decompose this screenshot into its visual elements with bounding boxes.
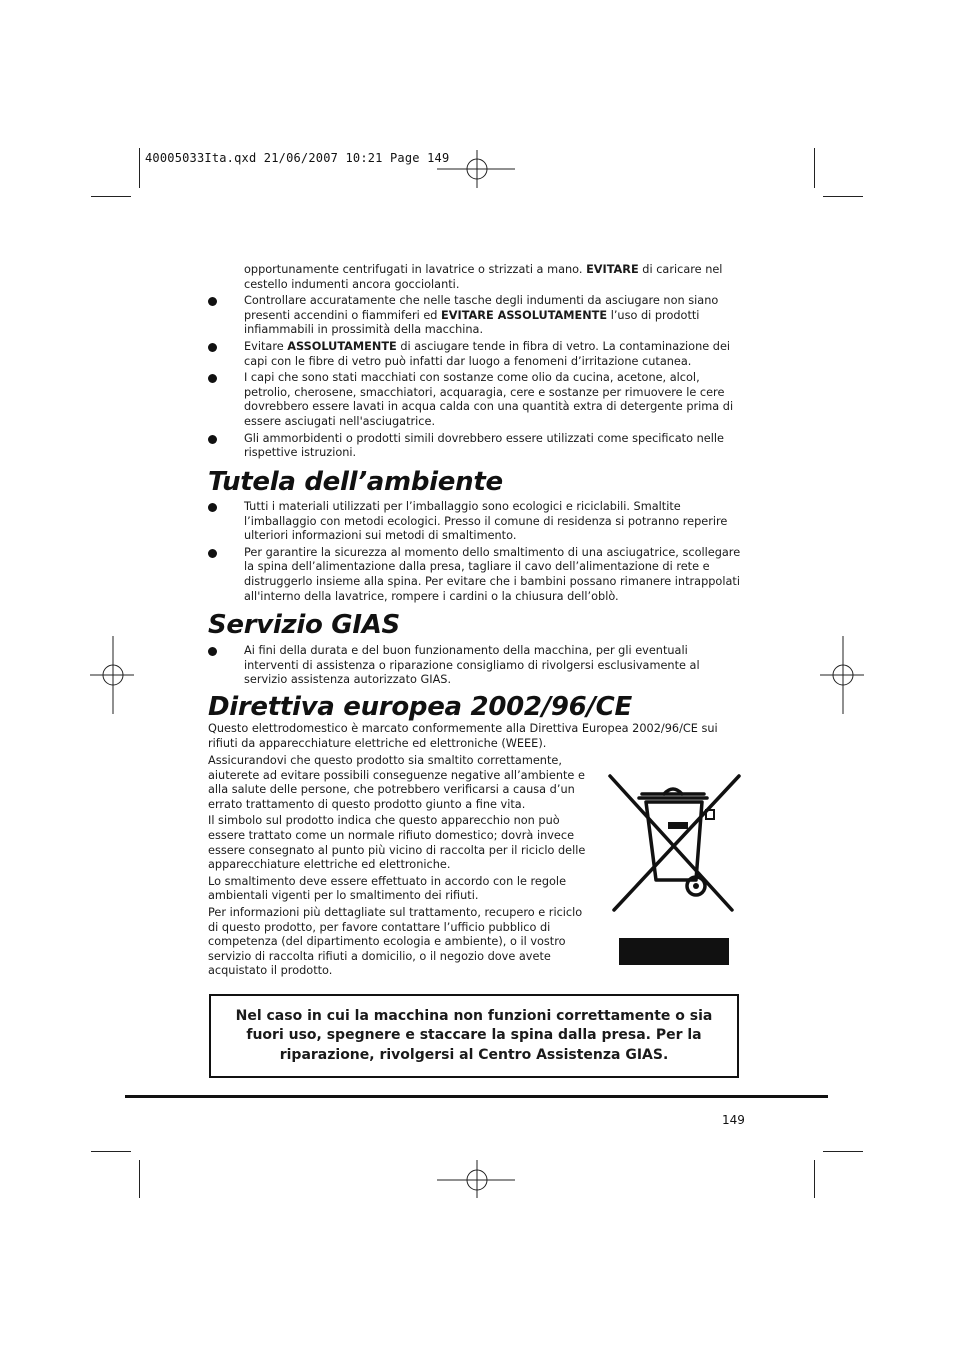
weee-details — [208, 754, 588, 981]
list-item-continuation: opportunamente centrifugati in lavatrice o strizzati a mano. EVITARE di caricare nel cestello indumenti ancora gocciolanti. — [244, 263, 723, 291]
weee-crossed-bin-icon — [606, 772, 742, 968]
weee-paragraph: Il simbolo sul prodotto indica che questo apparecchio non può essere trattato come un normale rifiuto domestico; dovrà invece essere consegnato al punto più vicino di raccolta per il riciclo delle apparecchiature elettriche ed elettroniche. — [208, 814, 586, 872]
registration-mark-left — [90, 636, 134, 714]
crop-mark — [139, 148, 140, 188]
safety-list — [208, 263, 746, 463]
crop-mark — [814, 1160, 815, 1198]
section-title: Tutela dell’ambiente — [208, 467, 503, 497]
crop-mark — [91, 196, 131, 197]
section-service — [208, 610, 746, 690]
section-weee — [208, 692, 746, 751]
crop-mark — [139, 1160, 140, 1198]
weee-paragraph: Assicurandovi che questo prodotto sia smaltito correttamente, aiuterete ad evitare possibili conseguenze negative all’ambiente e alla salute delle persone, che potrebbero verificarsi a causa d’un errato trattamento di questo prodotto giunto a fine vita. — [208, 754, 585, 811]
list-item: Ai fini della durata e del buon funzionamento della macchina, per gli eventuali interventi di assistenza o riparazione consigliamo di rivolgersi esclusivamente al servizio assistenza autorizzato GIAS. — [208, 644, 746, 688]
crop-mark — [823, 1151, 863, 1152]
section-title: Servizio GIAS — [208, 610, 400, 640]
repair-notice: Nel caso in cui la macchina non funzioni correttamente o sia fuori uso, spegnere e staccare la spina dalla presa. Per la riparazione, rivolgersi al Centro Assistenza GIAS. — [209, 994, 739, 1078]
weee-paragraph: Questo elettrodomestico è marcato conformemente alla Direttiva Europea 2002/96/CE sui rifiuti da apparecchiature elettriche ed elettroniche (WEEE). — [208, 722, 718, 750]
weee-paragraph: Lo smaltimento deve essere effettuato in accordo con le regole ambientali vigenti per lo smaltimento dei rifiuti. — [208, 874, 567, 903]
registration-mark-bottom — [437, 1160, 517, 1200]
page-number: 149 — [722, 1113, 745, 1127]
footer-rule — [125, 1095, 828, 1098]
list-item: Per garantire la sicurezza al momento dello smaltimento di una asciugatrice, scollegare la spina dell’alimentazione dalla presa, tagliare il cavo dell’alimentazione di rete e distruggerlo insieme alla spina. Per evitare che i bambini possano rimanere intrappolati all'interno della lavatrice, rompere i cardini o la chiusura dell’oblò. — [208, 546, 746, 604]
section-title: Direttiva europea 2002/96/CE — [208, 692, 632, 722]
list-item: Controllare accuratamente che nelle tasche degli indumenti da asciugare non siano presenti accendini o fiammiferi ed EVITARE ASSOLUTAMENTE l’uso di prodotti infiammabili in prossimità della macchina. — [208, 294, 746, 338]
registration-mark-right — [820, 636, 864, 714]
list-item: I capi che sono stati macchiati con sostanze come olio da cucina, acetone, alcol, petrolio, cherosene, smacchiatori, acquaragia, cere e sostanze per rimuovere le cere dovrebbero essere lavati in acqua calda con una quantità extra di detergente prima di essere asciugati nell'asciugatrice. — [208, 371, 746, 429]
list-item: Tutti i materiali utilizzati per l’imballaggio sono ecologici e riciclabili. Smaltite l’imballaggio con metodi ecologici. Presso il comune di residenza si potranno reperire ulteriori informazioni sui metodi di smaltimento. — [208, 500, 746, 544]
weee-paragraph: Per informazioni più dettagliate sul trattamento, recupero e riciclo di questo prodotto, per favore contattare l’ufficio pubblico di competenza (del dipartimento ecologia e ambiente), o il vostro servizio di raccolta rifiuti a domicilio, o il negozio dove avete acquistato il prodotto. — [208, 905, 583, 978]
section-environment — [208, 467, 746, 606]
list-item: Gli ammorbidenti o prodotti simili dovrebbero essere utilizzati come specificato nelle rispettive istruzioni. — [208, 432, 746, 461]
crop-mark — [814, 148, 815, 188]
crop-mark — [823, 196, 863, 197]
crop-mark — [91, 1151, 131, 1152]
list-item: Evitare ASSOLUTAMENTE di asciugare tende in fibra di vetro. La contaminazione dei capi con le fibre di vetro può infatti dar luogo a fenomeni d’irritazione cutanea. — [208, 340, 746, 369]
print-slug: 40005033Ita.qxd 21/06/2007 10:21 Page 149 — [145, 151, 450, 165]
